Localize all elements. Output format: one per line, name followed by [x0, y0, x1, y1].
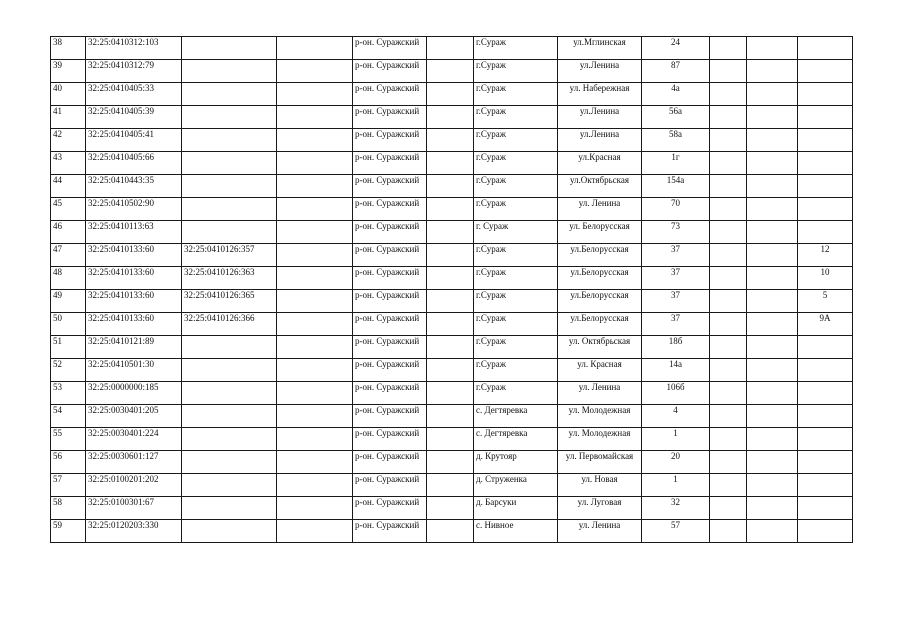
empty-cell — [710, 198, 747, 221]
empty-cell — [710, 497, 747, 520]
sub-cadastral-number: 32:25:0410126:365 — [182, 290, 277, 313]
settlement-cell: г. Сураж — [474, 221, 558, 244]
settlement-cell: г.Сураж — [474, 336, 558, 359]
empty-cell — [427, 451, 474, 474]
empty-cell — [747, 359, 798, 382]
table-row — [51, 267, 853, 290]
district-cell: р-он. Суражский — [353, 313, 427, 336]
empty-cell — [747, 290, 798, 313]
settlement-cell: г.Сураж — [474, 267, 558, 290]
sub-cadastral-number — [182, 474, 277, 497]
house-number-cell: 70 — [642, 198, 710, 221]
street-cell: ул. Луговая — [558, 497, 642, 520]
empty-cell — [710, 37, 747, 60]
empty-cell — [277, 290, 353, 313]
empty-cell — [710, 336, 747, 359]
table-row — [51, 359, 853, 382]
house-number-cell: 1г — [642, 152, 710, 175]
table-row — [51, 313, 853, 336]
empty-cell — [427, 244, 474, 267]
empty-cell — [747, 60, 798, 83]
apartment-cell — [798, 83, 853, 106]
settlement-cell: д. Крутояр — [474, 451, 558, 474]
empty-cell — [277, 336, 353, 359]
street-cell: ул.Белорусская — [558, 267, 642, 290]
district-cell: р-он. Суражский — [353, 106, 427, 129]
empty-cell — [427, 428, 474, 451]
sub-cadastral-number — [182, 37, 277, 60]
table-row — [51, 336, 853, 359]
row-number: 40 — [51, 83, 86, 106]
house-number-cell: 1 — [642, 428, 710, 451]
empty-cell — [710, 428, 747, 451]
sub-cadastral-number — [182, 60, 277, 83]
table-row — [51, 290, 853, 313]
district-cell: р-он. Суражский — [353, 382, 427, 405]
empty-cell — [747, 520, 798, 543]
row-number: 41 — [51, 106, 86, 129]
empty-cell — [747, 106, 798, 129]
settlement-cell: г.Сураж — [474, 60, 558, 83]
empty-cell — [427, 474, 474, 497]
row-number: 55 — [51, 428, 86, 451]
empty-cell — [427, 221, 474, 244]
district-cell: р-он. Суражский — [353, 129, 427, 152]
empty-cell — [747, 382, 798, 405]
empty-cell — [277, 129, 353, 152]
house-number-cell: 18б — [642, 336, 710, 359]
sub-cadastral-number — [182, 405, 277, 428]
empty-cell — [277, 428, 353, 451]
empty-cell — [747, 405, 798, 428]
cadastral-number: 32:25:0410113:63 — [86, 221, 182, 244]
house-number-cell: 58а — [642, 129, 710, 152]
house-number-cell: 37 — [642, 313, 710, 336]
house-number-cell: 73 — [642, 221, 710, 244]
house-number-cell: 32 — [642, 497, 710, 520]
settlement-cell: г.Сураж — [474, 37, 558, 60]
table-row — [51, 428, 853, 451]
empty-cell — [427, 382, 474, 405]
table-row — [51, 474, 853, 497]
cadastral-number: 32:25:0410501:30 — [86, 359, 182, 382]
cadastral-number: 32:25:0410405:33 — [86, 83, 182, 106]
empty-cell — [710, 175, 747, 198]
district-cell: р-он. Суражский — [353, 83, 427, 106]
street-cell: ул. Молодежная — [558, 405, 642, 428]
street-cell: ул.Белорусская — [558, 244, 642, 267]
cadastral-number: 32:25:0000000:185 — [86, 382, 182, 405]
cadastral-number: 32:25:0410121:89 — [86, 336, 182, 359]
empty-cell — [427, 313, 474, 336]
empty-cell — [427, 83, 474, 106]
street-cell: ул. Ленина — [558, 198, 642, 221]
cadastral-number: 32:25:0120203:330 — [86, 520, 182, 543]
district-cell: р-он. Суражский — [353, 290, 427, 313]
house-number-cell: 4а — [642, 83, 710, 106]
empty-cell — [277, 244, 353, 267]
row-number: 53 — [51, 382, 86, 405]
settlement-cell: с. Нивное — [474, 520, 558, 543]
empty-cell — [747, 451, 798, 474]
row-number: 49 — [51, 290, 86, 313]
cadastral-number: 32:25:0030601:127 — [86, 451, 182, 474]
empty-cell — [747, 474, 798, 497]
empty-cell — [277, 37, 353, 60]
empty-cell — [277, 175, 353, 198]
settlement-cell: г.Сураж — [474, 244, 558, 267]
empty-cell — [747, 152, 798, 175]
district-cell: р-он. Суражский — [353, 267, 427, 290]
house-number-cell: 4 — [642, 405, 710, 428]
cadastral-number: 32:25:0410405:41 — [86, 129, 182, 152]
house-number-cell: 37 — [642, 267, 710, 290]
apartment-cell — [798, 106, 853, 129]
sub-cadastral-number — [182, 106, 277, 129]
settlement-cell: г.Сураж — [474, 359, 558, 382]
house-number-cell: 1 — [642, 474, 710, 497]
empty-cell — [277, 198, 353, 221]
apartment-cell — [798, 152, 853, 175]
empty-cell — [710, 129, 747, 152]
empty-cell — [710, 359, 747, 382]
cadastral-number: 32:25:0410405:66 — [86, 152, 182, 175]
apartment-cell: 9А — [798, 313, 853, 336]
empty-cell — [747, 244, 798, 267]
row-number: 48 — [51, 267, 86, 290]
district-cell: р-он. Суражский — [353, 198, 427, 221]
district-cell: р-он. Суражский — [353, 405, 427, 428]
empty-cell — [277, 382, 353, 405]
empty-cell — [710, 520, 747, 543]
sub-cadastral-number — [182, 451, 277, 474]
apartment-cell — [798, 474, 853, 497]
settlement-cell: г.Сураж — [474, 382, 558, 405]
sub-cadastral-number — [182, 221, 277, 244]
cadastral-number: 32:25:0410133:60 — [86, 290, 182, 313]
apartment-cell — [798, 175, 853, 198]
district-cell: р-он. Суражский — [353, 497, 427, 520]
empty-cell — [747, 428, 798, 451]
street-cell: ул. Белорусская — [558, 221, 642, 244]
empty-cell — [710, 313, 747, 336]
empty-cell — [747, 83, 798, 106]
empty-cell — [277, 267, 353, 290]
empty-cell — [277, 221, 353, 244]
district-cell: р-он. Суражский — [353, 152, 427, 175]
property-registry-table — [50, 36, 853, 543]
settlement-cell: с. Дегтяревка — [474, 405, 558, 428]
empty-cell — [747, 313, 798, 336]
table-row — [51, 60, 853, 83]
cadastral-number: 32:25:0410443:35 — [86, 175, 182, 198]
house-number-cell: 106б — [642, 382, 710, 405]
street-cell: ул.Мглинская — [558, 37, 642, 60]
apartment-cell — [798, 497, 853, 520]
empty-cell — [747, 267, 798, 290]
empty-cell — [710, 382, 747, 405]
empty-cell — [427, 129, 474, 152]
table-row — [51, 175, 853, 198]
district-cell: р-он. Суражский — [353, 428, 427, 451]
settlement-cell: д. Барсуки — [474, 497, 558, 520]
house-number-cell: 37 — [642, 290, 710, 313]
cadastral-number: 32:25:0030401:205 — [86, 405, 182, 428]
table-row — [51, 520, 853, 543]
registry-body — [51, 37, 853, 543]
empty-cell — [747, 37, 798, 60]
empty-cell — [710, 451, 747, 474]
street-cell: ул.Белорусская — [558, 290, 642, 313]
sub-cadastral-number — [182, 520, 277, 543]
sub-cadastral-number — [182, 359, 277, 382]
empty-cell — [427, 267, 474, 290]
empty-cell — [427, 336, 474, 359]
district-cell: р-он. Суражский — [353, 520, 427, 543]
row-number: 39 — [51, 60, 86, 83]
cadastral-number: 32:25:0410312:103 — [86, 37, 182, 60]
house-number-cell: 154а — [642, 175, 710, 198]
district-cell: р-он. Суражский — [353, 37, 427, 60]
table-row — [51, 221, 853, 244]
empty-cell — [277, 451, 353, 474]
sub-cadastral-number — [182, 382, 277, 405]
sub-cadastral-number: 32:25:0410126:366 — [182, 313, 277, 336]
empty-cell — [427, 175, 474, 198]
apartment-cell — [798, 129, 853, 152]
row-number: 52 — [51, 359, 86, 382]
row-number: 47 — [51, 244, 86, 267]
empty-cell — [277, 60, 353, 83]
table-row — [51, 129, 853, 152]
empty-cell — [427, 497, 474, 520]
row-number: 38 — [51, 37, 86, 60]
table-row — [51, 382, 853, 405]
row-number: 43 — [51, 152, 86, 175]
row-number: 58 — [51, 497, 86, 520]
sub-cadastral-number — [182, 198, 277, 221]
empty-cell — [277, 497, 353, 520]
district-cell: р-он. Суражский — [353, 221, 427, 244]
settlement-cell: г.Сураж — [474, 290, 558, 313]
table-row — [51, 244, 853, 267]
apartment-cell — [798, 405, 853, 428]
empty-cell — [277, 359, 353, 382]
empty-cell — [710, 221, 747, 244]
house-number-cell: 87 — [642, 60, 710, 83]
empty-cell — [710, 152, 747, 175]
empty-cell — [427, 520, 474, 543]
settlement-cell: г.Сураж — [474, 198, 558, 221]
cadastral-number: 32:25:0410405:39 — [86, 106, 182, 129]
cadastral-number: 32:25:0030401:224 — [86, 428, 182, 451]
sub-cadastral-number — [182, 152, 277, 175]
district-cell: р-он. Суражский — [353, 244, 427, 267]
cadastral-number: 32:25:0410312:79 — [86, 60, 182, 83]
house-number-cell: 14а — [642, 359, 710, 382]
settlement-cell: с. Дегтяревка — [474, 428, 558, 451]
house-number-cell: 37 — [642, 244, 710, 267]
settlement-cell: г.Сураж — [474, 152, 558, 175]
empty-cell — [710, 290, 747, 313]
street-cell: ул.Белорусская — [558, 313, 642, 336]
house-number-cell: 24 — [642, 37, 710, 60]
house-number-cell: 56а — [642, 106, 710, 129]
row-number: 44 — [51, 175, 86, 198]
district-cell: р-он. Суражский — [353, 336, 427, 359]
empty-cell — [277, 83, 353, 106]
street-cell: ул.Октябрьская — [558, 175, 642, 198]
empty-cell — [710, 405, 747, 428]
table-row — [51, 497, 853, 520]
empty-cell — [277, 474, 353, 497]
apartment-cell — [798, 382, 853, 405]
row-number: 56 — [51, 451, 86, 474]
sub-cadastral-number — [182, 428, 277, 451]
table-row — [51, 83, 853, 106]
empty-cell — [427, 359, 474, 382]
street-cell: ул. Новая — [558, 474, 642, 497]
house-number-cell: 57 — [642, 520, 710, 543]
table-row — [51, 451, 853, 474]
empty-cell — [747, 175, 798, 198]
district-cell: р-он. Суражский — [353, 451, 427, 474]
empty-cell — [710, 244, 747, 267]
empty-cell — [747, 198, 798, 221]
sub-cadastral-number: 32:25:0410126:363 — [182, 267, 277, 290]
table-row — [51, 106, 853, 129]
settlement-cell: г.Сураж — [474, 175, 558, 198]
row-number: 45 — [51, 198, 86, 221]
sub-cadastral-number — [182, 497, 277, 520]
empty-cell — [427, 37, 474, 60]
cadastral-number: 32:25:0100201:202 — [86, 474, 182, 497]
street-cell: ул. Красная — [558, 359, 642, 382]
empty-cell — [427, 152, 474, 175]
street-cell: ул. Октябрьская — [558, 336, 642, 359]
empty-cell — [747, 129, 798, 152]
empty-cell — [277, 313, 353, 336]
row-number: 42 — [51, 129, 86, 152]
sub-cadastral-number — [182, 336, 277, 359]
district-cell: р-он. Суражский — [353, 60, 427, 83]
apartment-cell — [798, 359, 853, 382]
empty-cell — [427, 198, 474, 221]
table-row — [51, 198, 853, 221]
street-cell: ул. Молодежная — [558, 428, 642, 451]
empty-cell — [277, 405, 353, 428]
street-cell: ул. Первомайская — [558, 451, 642, 474]
row-number: 59 — [51, 520, 86, 543]
table-row — [51, 37, 853, 60]
district-cell: р-он. Суражский — [353, 359, 427, 382]
sub-cadastral-number — [182, 175, 277, 198]
street-cell: ул. Ленина — [558, 520, 642, 543]
empty-cell — [710, 474, 747, 497]
row-number: 46 — [51, 221, 86, 244]
cadastral-number: 32:25:0410133:60 — [86, 244, 182, 267]
settlement-cell: д. Струженка — [474, 474, 558, 497]
document-sheet — [50, 36, 852, 543]
sub-cadastral-number — [182, 129, 277, 152]
house-number-cell: 20 — [642, 451, 710, 474]
apartment-cell — [798, 428, 853, 451]
district-cell: р-он. Суражский — [353, 175, 427, 198]
settlement-cell: г.Сураж — [474, 83, 558, 106]
street-cell: ул.Ленина — [558, 60, 642, 83]
empty-cell — [747, 497, 798, 520]
empty-cell — [710, 267, 747, 290]
empty-cell — [427, 405, 474, 428]
empty-cell — [427, 106, 474, 129]
empty-cell — [747, 221, 798, 244]
empty-cell — [427, 60, 474, 83]
apartment-cell — [798, 60, 853, 83]
cadastral-number: 32:25:0410133:60 — [86, 313, 182, 336]
settlement-cell: г.Сураж — [474, 313, 558, 336]
street-cell: ул.Ленина — [558, 106, 642, 129]
street-cell: ул.Ленина — [558, 129, 642, 152]
cadastral-number: 32:25:0410502:90 — [86, 198, 182, 221]
empty-cell — [747, 336, 798, 359]
street-cell: ул. Набережная — [558, 83, 642, 106]
apartment-cell — [798, 520, 853, 543]
apartment-cell: 10 — [798, 267, 853, 290]
street-cell: ул. Ленина — [558, 382, 642, 405]
row-number: 50 — [51, 313, 86, 336]
apartment-cell: 5 — [798, 290, 853, 313]
sub-cadastral-number — [182, 83, 277, 106]
empty-cell — [277, 520, 353, 543]
cadastral-number: 32:25:0100301:67 — [86, 497, 182, 520]
district-cell: р-он. Суражский — [353, 474, 427, 497]
settlement-cell: г.Сураж — [474, 106, 558, 129]
empty-cell — [710, 83, 747, 106]
empty-cell — [710, 106, 747, 129]
sub-cadastral-number: 32:25:0410126:357 — [182, 244, 277, 267]
cadastral-number: 32:25:0410133:60 — [86, 267, 182, 290]
table-row — [51, 152, 853, 175]
table-row — [51, 405, 853, 428]
empty-cell — [277, 152, 353, 175]
settlement-cell: г.Сураж — [474, 129, 558, 152]
apartment-cell — [798, 37, 853, 60]
row-number: 54 — [51, 405, 86, 428]
street-cell: ул.Красная — [558, 152, 642, 175]
row-number: 51 — [51, 336, 86, 359]
row-number: 57 — [51, 474, 86, 497]
apartment-cell — [798, 198, 853, 221]
apartment-cell — [798, 451, 853, 474]
empty-cell — [710, 60, 747, 83]
apartment-cell: 12 — [798, 244, 853, 267]
empty-cell — [277, 106, 353, 129]
apartment-cell — [798, 336, 853, 359]
apartment-cell — [798, 221, 853, 244]
empty-cell — [427, 290, 474, 313]
